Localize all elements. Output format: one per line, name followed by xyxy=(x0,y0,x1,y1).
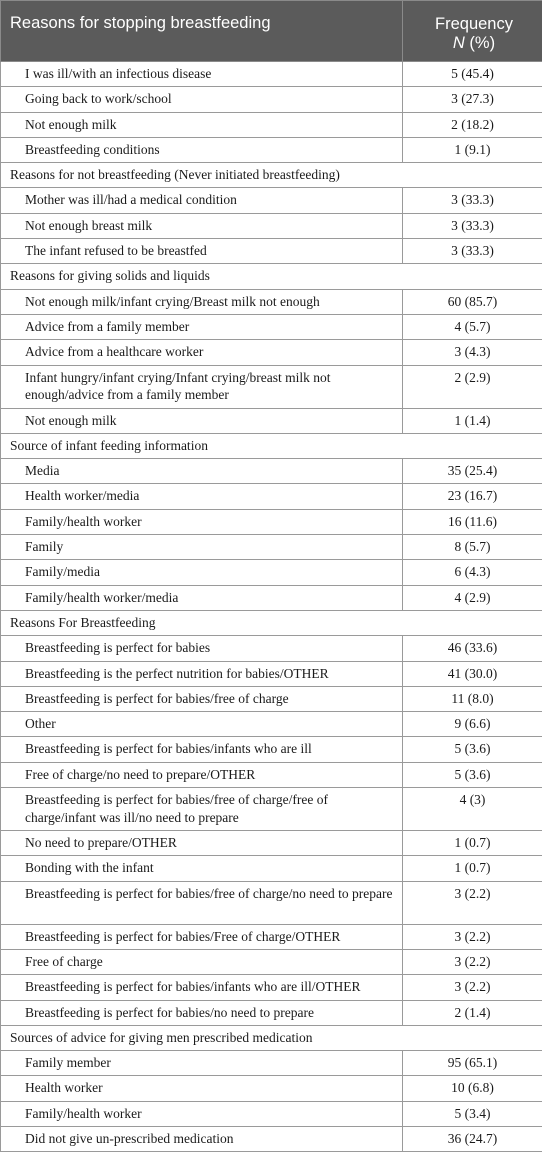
table-row xyxy=(1,762,542,787)
table-row xyxy=(1,831,542,856)
row-label: Family/health worker xyxy=(1,1101,403,1126)
table-row xyxy=(1,213,542,238)
row-frequency: 23 (16.7) xyxy=(403,484,542,509)
table-row xyxy=(1,737,542,762)
row-frequency: 8 (5.7) xyxy=(403,535,542,560)
table-row xyxy=(1,1076,542,1101)
row-label: Breastfeeding is perfect for babies/Free of charge/OTHER xyxy=(1,924,403,949)
section-label: Reasons for not breastfeeding (Never initiated breastfeeding) xyxy=(1,163,542,188)
row-label: Family/health worker/media xyxy=(1,585,403,610)
section-header-row xyxy=(1,433,542,458)
table-row xyxy=(1,535,542,560)
header-reasons: Reasons for stopping breastfeeding xyxy=(1,1,403,62)
table-row xyxy=(1,340,542,365)
row-label: Breastfeeding is perfect for babies xyxy=(1,636,403,661)
table-row xyxy=(1,661,542,686)
table-row xyxy=(1,686,542,711)
table-row xyxy=(1,137,542,162)
row-frequency: 3 (33.3) xyxy=(403,213,542,238)
table-row xyxy=(1,712,542,737)
row-frequency: 2 (1.4) xyxy=(403,1000,542,1025)
table-row xyxy=(1,289,542,314)
table-row xyxy=(1,856,542,881)
row-frequency: 5 (3.6) xyxy=(403,737,542,762)
table-row xyxy=(1,112,542,137)
row-label: Free of charge xyxy=(1,949,403,974)
section-header-row xyxy=(1,264,542,289)
row-label: Family/health worker xyxy=(1,509,403,534)
row-label: Advice from a healthcare worker xyxy=(1,340,403,365)
section-label: Reasons for giving solids and liquids xyxy=(1,264,542,289)
table-row xyxy=(1,62,542,87)
header-n-label: N xyxy=(453,34,465,52)
table-row xyxy=(1,560,542,585)
section-label: Reasons For Breastfeeding xyxy=(1,610,542,635)
row-label: Breastfeeding is perfect for babies/free of charge xyxy=(1,686,403,711)
section-header-row xyxy=(1,163,542,188)
row-frequency: 2 (18.2) xyxy=(403,112,542,137)
row-frequency: 3 (33.3) xyxy=(403,239,542,264)
row-frequency: 3 (27.3) xyxy=(403,87,542,112)
table-row xyxy=(1,408,542,433)
table-row xyxy=(1,881,542,924)
row-label: Family member xyxy=(1,1051,403,1076)
row-frequency: 46 (33.6) xyxy=(403,636,542,661)
row-frequency: 6 (4.3) xyxy=(403,560,542,585)
table-row xyxy=(1,1051,542,1076)
table-row xyxy=(1,924,542,949)
row-frequency: 9 (6.6) xyxy=(403,712,542,737)
table-row xyxy=(1,975,542,1000)
row-label: Breastfeeding is perfect for babies/free of charge/free of charge/infant was ill/no need to prepare xyxy=(1,788,403,831)
table-row xyxy=(1,87,542,112)
row-frequency: 1 (0.7) xyxy=(403,856,542,881)
row-label: Not enough milk/infant crying/Breast milk not enough xyxy=(1,289,403,314)
table-row xyxy=(1,1000,542,1025)
table-row xyxy=(1,459,542,484)
row-label: Free of charge/no need to prepare/OTHER xyxy=(1,762,403,787)
row-label: Health worker xyxy=(1,1076,403,1101)
row-frequency: 60 (85.7) xyxy=(403,289,542,314)
section-header-row xyxy=(1,610,542,635)
row-label: Breastfeeding is perfect for babies/free of charge/no need to prepare xyxy=(1,881,403,924)
section-label: Sources of advice for giving men prescribed medication xyxy=(1,1025,542,1050)
row-frequency: 5 (45.4) xyxy=(403,62,542,87)
header-percent-label: (%) xyxy=(465,34,495,52)
row-label: Breastfeeding is perfect for babies/infants who are ill/OTHER xyxy=(1,975,403,1000)
table-row xyxy=(1,585,542,610)
row-frequency: 1 (9.1) xyxy=(403,137,542,162)
header-frequency xyxy=(403,1,542,62)
row-label: The infant refused to be breastfed xyxy=(1,239,403,264)
row-label: Bonding with the infant xyxy=(1,856,403,881)
row-label: Not enough milk xyxy=(1,408,403,433)
table-row xyxy=(1,788,542,831)
section-label: Source of infant feeding information xyxy=(1,433,542,458)
table-row xyxy=(1,365,542,408)
table-row xyxy=(1,949,542,974)
row-frequency: 2 (2.9) xyxy=(403,365,542,408)
table-body xyxy=(1,62,542,1152)
row-label: Mother was ill/had a medical condition xyxy=(1,188,403,213)
row-frequency: 95 (65.1) xyxy=(403,1051,542,1076)
row-label: Not enough breast milk xyxy=(1,213,403,238)
table-row xyxy=(1,239,542,264)
row-label: Family xyxy=(1,535,403,560)
row-label: No need to prepare/OTHER xyxy=(1,831,403,856)
table-row xyxy=(1,188,542,213)
row-label: Breastfeeding conditions xyxy=(1,137,403,162)
row-label: Other xyxy=(1,712,403,737)
table-row xyxy=(1,1126,542,1151)
table-row xyxy=(1,509,542,534)
header-frequency-label: Frequency xyxy=(435,15,513,33)
table-row xyxy=(1,484,542,509)
row-label: I was ill/with an infectious disease xyxy=(1,62,403,87)
row-label: Advice from a family member xyxy=(1,314,403,339)
header-row xyxy=(1,1,542,62)
row-frequency: 3 (2.2) xyxy=(403,949,542,974)
row-label: Health worker/media xyxy=(1,484,403,509)
row-label: Going back to work/school xyxy=(1,87,403,112)
table-row xyxy=(1,636,542,661)
row-frequency: 16 (11.6) xyxy=(403,509,542,534)
row-label: Not enough milk xyxy=(1,112,403,137)
row-frequency: 3 (2.2) xyxy=(403,924,542,949)
row-frequency: 4 (2.9) xyxy=(403,585,542,610)
row-frequency: 5 (3.4) xyxy=(403,1101,542,1126)
row-frequency: 35 (25.4) xyxy=(403,459,542,484)
row-frequency: 4 (3) xyxy=(403,788,542,831)
row-frequency: 11 (8.0) xyxy=(403,686,542,711)
table-row xyxy=(1,1101,542,1126)
row-frequency: 4 (5.7) xyxy=(403,314,542,339)
row-frequency: 41 (30.0) xyxy=(403,661,542,686)
row-frequency: 3 (33.3) xyxy=(403,188,542,213)
row-label: Infant hungry/infant crying/Infant crying/breast milk not enough/advice from a family member xyxy=(1,365,403,408)
row-frequency: 5 (3.6) xyxy=(403,762,542,787)
row-frequency: 1 (0.7) xyxy=(403,831,542,856)
row-frequency: 1 (1.4) xyxy=(403,408,542,433)
row-label: Breastfeeding is the perfect nutrition for babies/OTHER xyxy=(1,661,403,686)
row-frequency: 3 (2.2) xyxy=(403,975,542,1000)
row-label: Breastfeeding is perfect for babies/infants who are ill xyxy=(1,737,403,762)
section-header-row xyxy=(1,1025,542,1050)
row-label: Media xyxy=(1,459,403,484)
row-frequency: 10 (6.8) xyxy=(403,1076,542,1101)
row-label: Family/media xyxy=(1,560,403,585)
row-label: Breastfeeding is perfect for babies/no need to prepare xyxy=(1,1000,403,1025)
row-frequency: 36 (24.7) xyxy=(403,1126,542,1151)
row-frequency: 3 (2.2) xyxy=(403,881,542,924)
row-frequency: 3 (4.3) xyxy=(403,340,542,365)
row-label: Did not give un-prescribed medication xyxy=(1,1126,403,1151)
table-row xyxy=(1,314,542,339)
